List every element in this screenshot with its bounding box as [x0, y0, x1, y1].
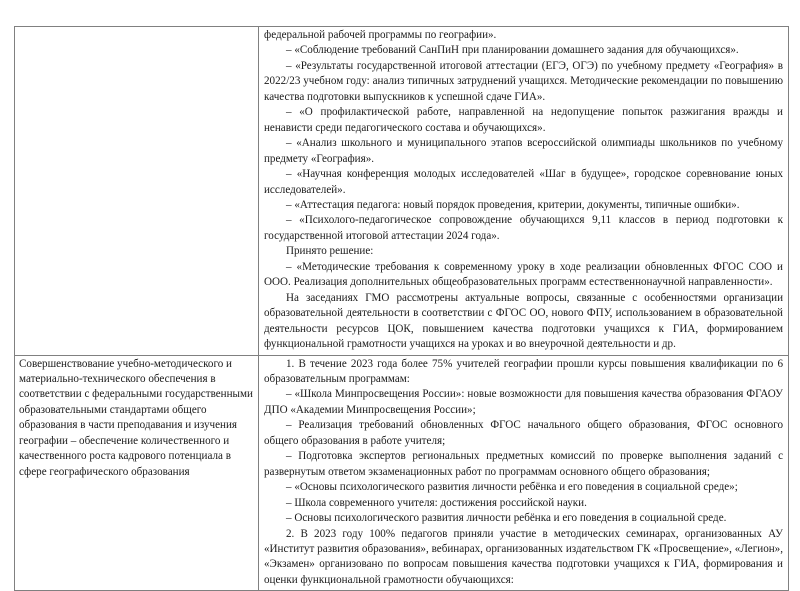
- left-cell-content: [15, 356, 258, 483]
- paragraph: – Школа современного учителя: достижения российской науки.: [286, 496, 587, 509]
- table-row: [15, 355, 789, 591]
- paragraph: – «Психолого-педагогическое сопровождение обучающихся 9,11 классов в период подготовки к государственной итоговой аттестации 2024 года».: [264, 214, 783, 242]
- table-cell-left: [15, 27, 259, 356]
- paragraph: – Основы психологического развития личности ребёнка и его поведения в социальной среде.: [286, 512, 727, 525]
- table-row: [15, 27, 789, 356]
- paragraph: Принято решение:: [286, 245, 374, 258]
- paragraph: – «Результаты государственной итоговой аттестации (ЕГЭ, ОГЭ) по учебному предмету «География» в 2022/23 учебном году: анализ типичных затруднений учащихся. Методические рекомендации по повышению качества подготовки выпускников к успешной сдаче ГИА».: [264, 59, 783, 103]
- paragraph: На заседаниях ГМО рассмотрены актуальные вопросы, связанные с особенностями организации образовательной деятельности в соответствии с ФГОС ОО, нового ФПУ, использованием в образовательной деятельности ресурсов ЦОК, повышением качества подготовки учащихся к ГИА, формированием функциональной грамотности учащихся на уроках и во внеурочной деятельности и др.: [264, 291, 783, 351]
- paragraph: 1. В течение 2023 года более 75% учителей географии прошли курсы повышения квалификации по 6 образовательным программам:: [264, 357, 783, 385]
- paragraph: – «Школа Минпросвещения России»: новые возможности для повышения качества образования ФГАОУ ДПО «Академии Минпросвещения России»;: [264, 388, 783, 416]
- table-body: [15, 27, 789, 591]
- paragraph: Совершенствование учебно-методического и материально-технического обеспечения в соответствии с федеральными государственными образовательными стандартами общего образования в части преподавания и изучения географии – обеспечение количественного и качественного роста кадрового потенциала в сфере географического образования: [19, 357, 253, 478]
- paragraph: – «Научная конференция молодых исследователей «Шаг в будущее», городское соревнование юных исследователей».: [264, 168, 783, 196]
- right-cell-content: [259, 27, 788, 355]
- table-cell-left: [15, 355, 259, 591]
- paragraph: – «Основы психологического развития личности ребёнка и его поведения в социальной среде»;: [286, 481, 738, 494]
- paragraph: – «Соблюдение требований СанПиН при планировании домашнего задания для обучающихся».: [286, 44, 739, 57]
- paragraph: – «Анализ школьного и муниципального этапов всероссийской олимпиады школьников по учебному предмету «География».: [264, 137, 783, 165]
- paragraph: – «Аттестация педагога: новый порядок проведения, критерии, документы, типичные ошибки».: [286, 198, 740, 211]
- paragraph: – Реализация требований обновленных ФГОС начального общего образования, ФГОС основного общего образования в работе учителя;: [264, 419, 783, 447]
- paragraph: – «О профилактической работе, направленной на недопущение попыток разжигания вражды и ненависти среди педагогического состава и обучающихся».: [264, 106, 783, 134]
- table-cell-right: [259, 27, 789, 356]
- paragraph: федеральной рабочей программы по географии».: [264, 29, 497, 41]
- content-table: [14, 26, 789, 591]
- paragraph: – «Методические требования к современному уроку в ходе реализации обновленных ФГОС СОО и ООО. Реализация дополнительных общеобразовательных программ естественнонаучной направленности».: [264, 260, 783, 289]
- table-cell-right: [259, 355, 789, 591]
- paragraph: – Подготовка экспертов региональных предметных комиссий по проверке выполнения заданий с развернутым ответом экзаменационных работ по программам основного общего образования;: [264, 450, 783, 478]
- paragraph: 2. В 2023 году 100% педагогов приняли участие в методических семинарах, организованных АУ «Институт развития образования», вебинарах, организованных издательством ГК «Просвещение», «Легион», «Экзамен» организовано по вопросам повышения качества подготовки учащихся к ГИА, формирования и оценки функциональной грамотности обучающихся:: [264, 527, 783, 586]
- left-cell-content-empty: [15, 27, 258, 31]
- right-cell-content: [259, 356, 788, 591]
